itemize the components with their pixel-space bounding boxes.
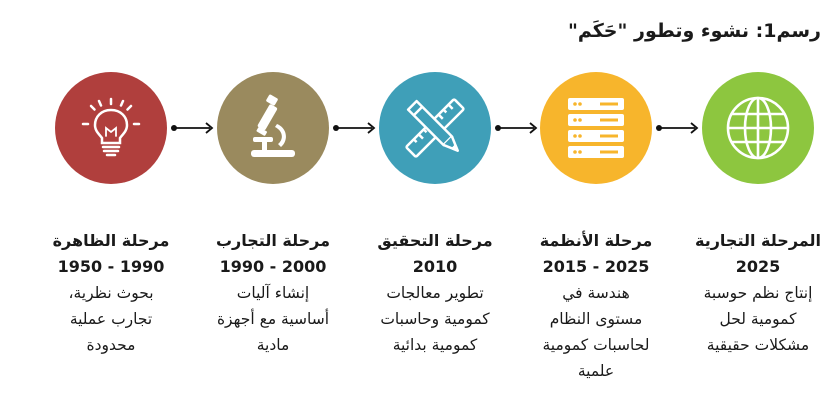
- stage-3-description: تطوير معالجات كمومية وحاسبات كمومية بدائية: [380, 284, 490, 354]
- stage-1-period: 1950 - 1990: [57, 257, 165, 276]
- stage-4-text: [521, 228, 671, 384]
- stage-3-period: 2010: [412, 257, 458, 276]
- stage-4-name: مرحلة الأنظمة: [539, 231, 653, 250]
- stage-3-text: [360, 228, 510, 358]
- stage-2-text: [198, 228, 348, 358]
- stage-2-name: مرحلة التجارب: [215, 231, 331, 250]
- stage-5-name: المرحلة التجارية: [695, 231, 821, 250]
- stage-5-text: [683, 228, 833, 358]
- stage-4-period: 2015 - 2025: [542, 257, 650, 276]
- stage-3-name: مرحلة التحقيق: [377, 231, 493, 250]
- figure-title: رسم1: نشوء وتطور "حَكَم": [567, 20, 821, 42]
- stage-2-description: إنشاء آليات أساسية مع أجهزة مادية: [216, 284, 330, 354]
- stage-1-name: مرحلة الظاهرة: [52, 231, 170, 250]
- globe-icon: [728, 98, 788, 158]
- arrow-4-5: [655, 118, 701, 138]
- stage-4-circle: [540, 72, 652, 184]
- arrow-2-3: [332, 118, 378, 138]
- arrow-3-4: [494, 118, 540, 138]
- stage-5-circle: [702, 72, 814, 184]
- stage-1-description: بحوث نظرية، تجارب عملية محدودة: [68, 284, 154, 354]
- stage-2-period: 1990 - 2000: [219, 257, 327, 276]
- arrow-1-2: [170, 118, 216, 138]
- stage-5-description: إنتاج نظم حوسبة كمومية لحل مشكلات حقيقية: [703, 284, 813, 354]
- stage-4-description: هندسة في مستوى النظام لحاسبات كمومية علمية: [542, 284, 650, 380]
- stage-5-period: 2025: [735, 257, 781, 276]
- stage-2-circle: [217, 72, 329, 184]
- stage-3-circle: [379, 72, 491, 184]
- stage-1-text: [36, 228, 186, 358]
- stage-1-circle: [55, 72, 167, 184]
